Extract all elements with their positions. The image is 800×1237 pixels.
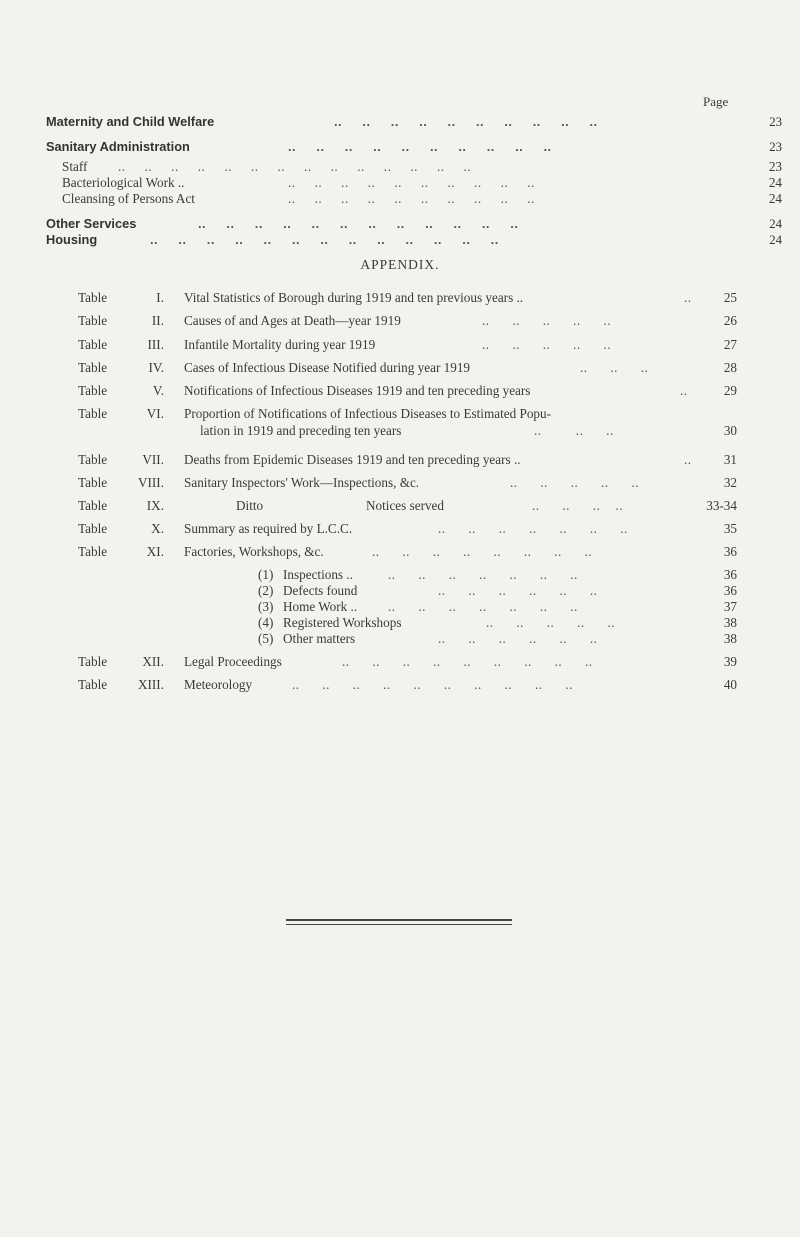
page-number: 33-34 [706, 498, 737, 513]
subitem-label: Inspections .. [283, 567, 353, 582]
page-number: 40 [723, 677, 737, 692]
appendix-title: APPENDIX. [360, 257, 440, 272]
leader-dots: .. .. .. .. .. .. [438, 583, 598, 598]
page-number: 36 [723, 583, 737, 598]
table-number: XIII. [138, 677, 164, 692]
table-number: IX. [146, 498, 164, 513]
table-number: XII. [142, 654, 164, 669]
table-number: IV. [148, 360, 164, 375]
table-label: Table [78, 337, 108, 352]
page-number: 35 [723, 521, 737, 536]
page-number: 26 [723, 313, 737, 328]
table-description: Factories, Workshops, &c. [184, 544, 324, 559]
table-number: VI. [146, 406, 164, 421]
leader-dots: .. .. .. .. .. .. [438, 631, 598, 646]
leader-dots: .. .. .. .. .. .. .. [388, 567, 578, 582]
page-number: 24 [768, 191, 782, 206]
leader-dots: .. .. .. .. .. .. .. .. .. [342, 654, 593, 669]
page-number: 38 [723, 615, 737, 630]
table-number: I. [156, 290, 164, 305]
table-label: Table [78, 498, 108, 513]
table-description: Proportion of Notifications of Infectious Diseases to Estimated Popu- [184, 406, 551, 421]
table-label: Table [78, 544, 108, 559]
section-maternity [46, 113, 782, 131]
leader-dots: .. .. .. .. .. [510, 475, 640, 490]
table-description: Meteorology [184, 677, 253, 692]
leader-dots: .. [684, 290, 692, 305]
table-label: Table [78, 654, 108, 669]
page-number: 36 [723, 567, 737, 582]
page-number: 27 [723, 337, 737, 352]
table-number: III. [147, 337, 164, 352]
page-number: 38 [723, 631, 737, 646]
table-description: Vital Statistics of Borough during 1919 and ten previous years .. [184, 290, 524, 305]
leader-dots: .. .. .. .. .. .. .. .. .. .. [288, 175, 535, 190]
page-number: 24 [769, 233, 782, 247]
section-sanitary [46, 138, 782, 156]
page-number: 23 [769, 140, 782, 154]
leader-dots: .. .. .. .. [532, 498, 624, 513]
leader-dots: .. .. .. [534, 423, 614, 438]
page-column-header: Page [703, 94, 729, 109]
subitem-number: (2) [258, 583, 274, 598]
page-number: 39 [723, 654, 737, 669]
table-description: Infantile Mortality during year 1919 [184, 337, 376, 352]
page-number: 24 [768, 175, 782, 190]
leader-dots: .. .. .. [580, 360, 649, 375]
page-number: 36 [723, 544, 737, 559]
page-number: 30 [723, 423, 737, 438]
leader-dots: .. .. .. .. .. .. .. .. .. .. [288, 139, 552, 154]
section-label: Other Services [46, 216, 137, 231]
page-number: 23 [768, 159, 782, 174]
leader-dots: .. .. .. .. .. .. .. .. .. .. .. .. .. [150, 232, 499, 247]
table-label: Table [78, 360, 108, 375]
page-number: 23 [769, 115, 782, 129]
leader-dots: .. .. .. .. .. .. .. .. .. .. .. .. .. .. [118, 159, 472, 174]
table-label: Table [78, 313, 108, 328]
table-description: Cases of Infectious Disease Notified during year 1919 [184, 360, 471, 375]
table-label: Table [78, 452, 108, 467]
leader-dots: .. .. .. .. .. [482, 337, 612, 352]
section-label: Cleansing of Persons Act [62, 191, 195, 206]
subitem-number: (3) [258, 599, 274, 614]
table-description: Notifications of Infectious Diseases 1919 and ten preceding years [184, 383, 531, 398]
leader-dots: .. .. .. .. .. .. .. [438, 521, 628, 536]
table-description-detail: Notices served [366, 498, 444, 513]
table-description: Ditto [236, 498, 264, 513]
leader-dots: .. .. .. .. .. .. .. .. .. .. [292, 677, 573, 692]
page-number: 25 [723, 290, 737, 305]
table-description: Deaths from Epidemic Diseases 1919 and ten preceding years .. [184, 452, 521, 467]
end-rule-thick [286, 919, 512, 921]
table-description: Summary as required by L.C.C. [184, 521, 353, 536]
table-number: X. [151, 521, 164, 536]
section-housing [46, 231, 782, 249]
leader-dots: .. .. .. .. .. .. .. .. .. .. [334, 114, 598, 129]
leader-dots: .. .. .. .. .. .. .. .. .. .. [288, 191, 535, 206]
page-number: 29 [723, 383, 737, 398]
section-cleansing [62, 190, 782, 208]
leader-dots: .. [680, 383, 688, 398]
table-label: Table [78, 383, 108, 398]
table-description: Sanitary Inspectors' Work—Inspections, &c. [184, 475, 420, 490]
table-row [0, 405, 800, 445]
table-label: Table [78, 677, 108, 692]
subitem-number: (1) [258, 567, 274, 582]
table-label: Table [78, 406, 108, 421]
leader-dots: .. .. .. .. .. .. .. [388, 599, 578, 614]
leader-dots: .. .. .. .. .. .. .. .. [372, 544, 593, 559]
table-description: Causes of and Ages at Death—year 1919 [184, 313, 401, 328]
section-label: Staff [62, 159, 88, 174]
leader-dots: .. .. .. .. .. .. .. .. .. .. .. .. [198, 216, 519, 231]
table-description: Legal Proceedings [184, 654, 282, 669]
section-label: Housing [46, 232, 98, 247]
section-label: Maternity and Child Welfare [46, 114, 215, 129]
section-label: Sanitary Administration [46, 139, 190, 154]
end-rule-thin [286, 924, 512, 925]
table-number: V. [152, 383, 164, 398]
page-number: 24 [769, 217, 782, 231]
subitem-number: (5) [258, 631, 274, 646]
leader-dots: .. [684, 452, 692, 467]
section-label: Bacteriological Work .. [62, 175, 185, 190]
subitem-label: Other matters [283, 631, 356, 646]
leader-dots: .. .. .. .. .. [486, 615, 616, 630]
subitem-label: Registered Workshops [283, 615, 402, 630]
table-number: XI. [146, 544, 164, 559]
leader-dots: .. .. .. .. .. [482, 313, 612, 328]
table-label: Table [78, 475, 108, 490]
subitem-label: Home Work .. [283, 599, 358, 614]
subitem-label: Defects found [283, 583, 358, 598]
table-label: Table [78, 290, 108, 305]
table-number: II. [151, 313, 164, 328]
page-number: 32 [723, 475, 737, 490]
table-number: VIII. [138, 475, 164, 490]
page-number: 31 [723, 452, 737, 467]
subitem-number: (4) [258, 615, 274, 630]
page-number: 28 [723, 360, 737, 375]
table-number: VII. [142, 452, 164, 467]
table-label: Table [78, 521, 108, 536]
page-number: 37 [723, 599, 737, 614]
table-description-continued: lation in 1919 and preceding ten years [200, 423, 402, 438]
